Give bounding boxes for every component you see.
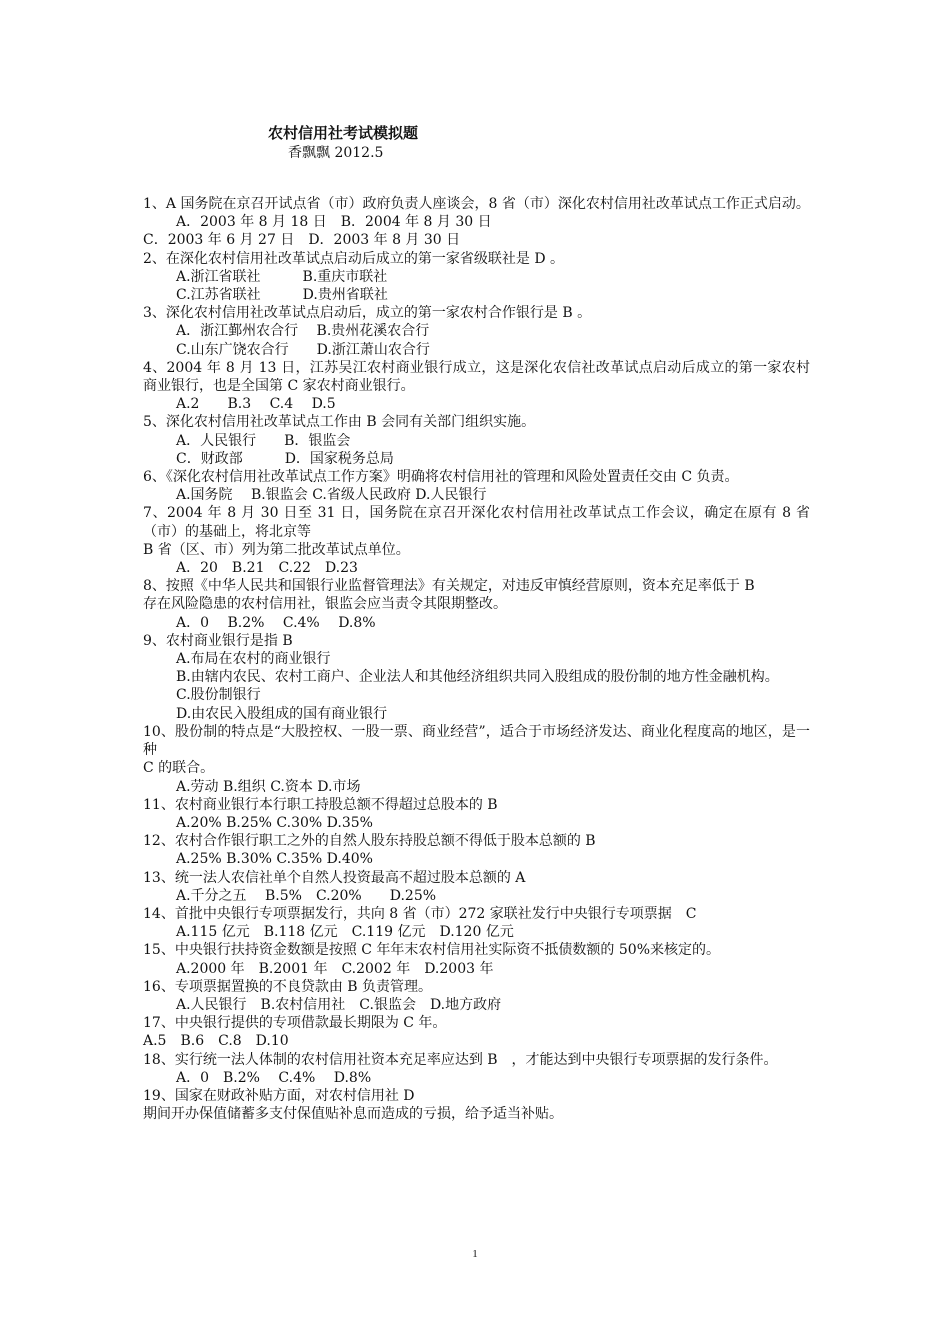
document-line: 7、2004 年 8 月 30 日至 31 日，国务院在京召开深化农村信用社改革试点工作会议，确定在原有 8 省（市）的基础上，将北京等 <box>143 505 810 540</box>
document-title: 农村信用社考试模拟题 <box>268 124 419 142</box>
document-line: A．0 B.2% C.4% D.8% <box>176 614 376 631</box>
document-line: 19、国家在财政补贴方面，对农村信用社 D <box>143 1087 415 1104</box>
document-line: 6、《深化农村信用社改革试点工作方案》明确将农村信用社的管理和风险处置责任交由 C 负责。 <box>143 469 739 486</box>
document-line: A.2 B.3 C.4 D.5 <box>176 396 336 413</box>
document-line: 17、中央银行提供的专项借款最长期限为 C 年。 <box>143 1015 447 1032</box>
document-line: 18、实行统一法人体制的农村信用社资本充足率应达到 B ，才能达到中央银行专项票据的发行条件。 <box>143 1051 778 1068</box>
page-number: 1 <box>472 1248 478 1260</box>
document-line: A．20 B.21 C.22 D.23 <box>176 560 358 577</box>
document-line: 期间开办保值储蓄多支付保值贴补息而造成的亏损，给予适当补贴。 <box>143 1106 563 1123</box>
document-line: 8、按照《中华人民共和国银行业监督管理法》有关规定，对违反审慎经营原则，资本充足率低于 B <box>143 578 755 595</box>
document-line: C.江苏省联社 D.贵州省联社 <box>176 287 388 304</box>
document-line: A.布局在农村的商业银行 <box>176 651 331 668</box>
document-author: 香飘飘 2012.5 <box>288 145 384 161</box>
document-line: A.115 亿元 B.118 亿元 C.119 亿元 D.120 亿元 <box>176 924 514 941</box>
document-line: 11、农村商业银行本行职工持股总额不得超过总股本的 B <box>143 796 498 813</box>
document-line: C．财政部 D．国家税务总局 <box>176 450 394 467</box>
document-line: A.25% B.30% C.35% D.40% <box>176 851 373 868</box>
document-line: A.5 B.6 C.8 D.10 <box>143 1033 289 1050</box>
document-line: A．0 B.2% C.4% D.8% <box>176 1069 372 1086</box>
document-line: C.股份制银行 <box>176 687 261 704</box>
document-line: A．人民银行 B．银监会 <box>176 432 351 449</box>
document-line: C 的联合。 <box>143 760 215 777</box>
document-line: A.20% B.25% C.30% D.35% <box>176 814 373 831</box>
document-line: 10、股份制的特点是“大股控权、一股一票、商业经营”，适合于市场经济发达、商业化程度高的地区，是一种 <box>143 723 810 759</box>
document-line: A.浙江省联社 B.重庆市联社 <box>176 268 388 285</box>
document-line: 9、农村商业银行是指 B <box>143 632 293 649</box>
document-line: A．浙江鄞州农合行 B.贵州花溪农合行 <box>176 323 430 340</box>
document-line: 16、专项票据置换的不良贷款由 B 负责管理。 <box>143 978 433 995</box>
document-line: B 省（区、市）列为第二批改革试点单位。 <box>143 541 410 558</box>
document-line: 3、深化农村信用社改革试点启动后，成立的第一家农村合作银行是 B 。 <box>143 305 592 322</box>
document-line: D.由农民入股组成的国有商业银行 <box>176 705 388 722</box>
document-line: A.人民银行 B.农村信用社 C.银监会 D.地方政府 <box>176 996 502 1013</box>
document-line: 14、首批中央银行专项票据发行，共向 8 省（市）272 家联社发行中央银行专项票据 C <box>143 905 697 922</box>
document-line: 13、统一法人农信社单个自然人投资最高不超过股本总额的 A <box>143 869 526 886</box>
document-line: 5、深化农村信用社改革试点工作由 B 会同有关部门组织实施。 <box>143 414 536 431</box>
document-line: B.由辖内农民、农村工商户、企业法人和其他经济组织共同入股组成的股份制的地方性金融机构。 <box>176 669 779 686</box>
question-list <box>143 195 810 1123</box>
document-line: A.千分之五 B.5% C.20% D.25% <box>176 887 437 904</box>
document-line: C.山东广饶农合行 D.浙江萧山农合行 <box>176 341 430 358</box>
document-line: 4、2004 年 8 月 13 日，江苏吴江农村商业银行成立，这是深化农信社改革试点启动后成立的第一家农村商业银行，也是全国第 C 家农村商业银行。 <box>143 359 810 395</box>
document-line: A．2003 年 8 月 18 日 B．2004 年 8 月 30 日 <box>176 214 492 231</box>
document-line: A.2000 年 B.2001 年 C.2002 年 D.2003 年 <box>176 960 494 977</box>
document-line: C．2003 年 6 月 27 日 D．2003 年 8 月 30 日 <box>143 232 461 249</box>
document-line: 1、A 国务院在京召开试点省（市）政府负责人座谈会，8 省（市）深化农村信用社改革试点工作正式启动。 <box>143 196 810 212</box>
document-line: 15、中央银行扶持资金数额是按照 C 年年末农村信用社实际资不抵债数额的 50%来核定的。 <box>143 942 720 959</box>
document-line: A.劳动 B.组织 C.资本 D.市场 <box>176 778 361 795</box>
document-line: 存在风险隐患的农村信用社，银监会应当责令其限期整改。 <box>143 596 507 613</box>
document-line: A.国务院 B.银监会 C.省级人民政府 D.人民银行 <box>176 487 487 504</box>
document-line: 2、在深化农村信用社改革试点启动后成立的第一家省级联社是 D 。 <box>143 250 565 267</box>
document-line: 12、农村合作银行职工之外的自然人股东持股总额不得低于股本总额的 B <box>143 833 596 850</box>
